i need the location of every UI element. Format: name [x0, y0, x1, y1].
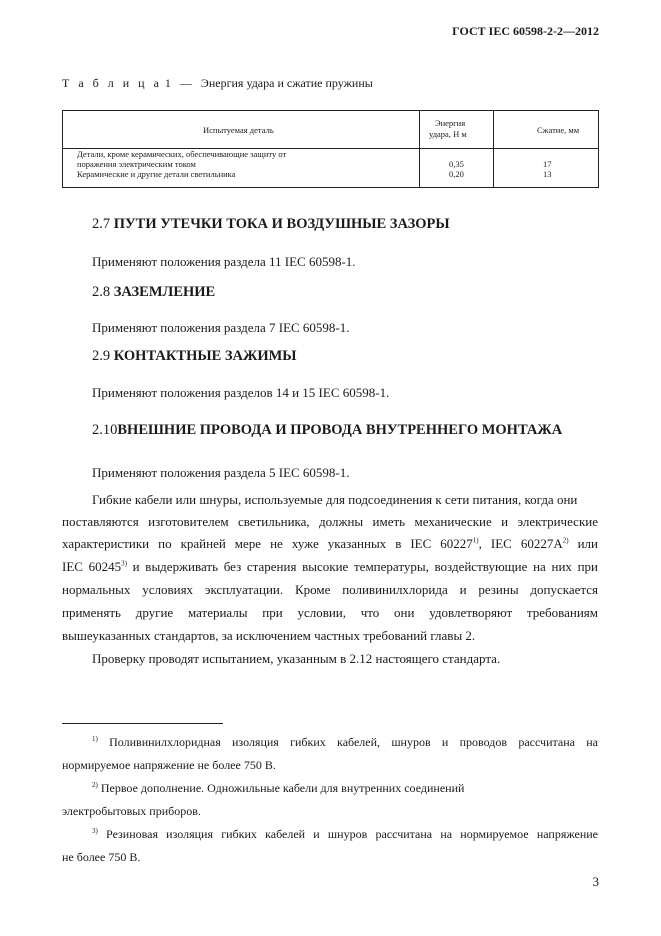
table-row-1-part-line1: Детали, кроме керамических, обеспечивающие защиту от: [77, 149, 287, 159]
footnote-separator: [62, 723, 223, 724]
table-column-divider: [419, 111, 420, 187]
body-paragraph-line7: вышеуказанных стандартов, за исключением частных требований главы 2.: [62, 628, 476, 643]
document-code: ГОСТ IEC 60598-2-2—2012: [452, 24, 599, 38]
body-paragraph-line2: поставляются изготовителем светильника, должны иметь механические и электрические: [62, 514, 598, 529]
table-header-energy-line1: Энергия: [435, 118, 466, 128]
table-header-part: Испытуемая деталь: [203, 125, 274, 135]
footnote-2-line1: $^{2)}$ Первое дополнение. Одножильные кабели для внутренних соединений: [92, 781, 465, 795]
footnote-3-line1: $^{3)}$ Резиновая изоляция гибких кабелей и шнуров рассчитана на нормируемое напряжение: [92, 827, 598, 841]
footnote-3-line2: не более 750 В.: [62, 850, 141, 864]
body-paragraph-line4: IEC 60245$^{3)}$ и выдерживать без старения высокие температуры, воздействующие на них при: [62, 559, 599, 574]
table-column-divider: [493, 111, 494, 187]
footnote-2-line2: электробытовых приборов.: [62, 804, 201, 818]
footnote-ref-1[interactable]: 1): [472, 536, 479, 545]
body-paragraph-2: Проверку проводят испытанием, указанным в 2.12 настоящего стандарта.: [92, 651, 501, 666]
table-row-1-part-line2: поражения электрическим током: [77, 159, 196, 169]
table-row-2-compression: 13: [543, 169, 552, 179]
table-header-compression: Сжатие, мм: [537, 125, 580, 135]
impact-energy-table: [62, 110, 599, 188]
table-caption-dash: —: [179, 76, 192, 90]
section-heading-2-8: 2.8 ЗАЗЕМЛЕНИЕ: [92, 284, 216, 300]
table-row-2-part: Керамические и другие детали светильника: [77, 169, 236, 179]
footnote-1-line1: $^{1)}$ Поливинилхлоридная изоляция гибких кабелей, шнуров и проводов рассчитана на: [92, 735, 598, 749]
table-header-energy-line2: удара, Н м: [429, 129, 467, 139]
body-paragraph-line3: характеристики по крайней мере не хуже указанных в IEC 60227$^{1)}$, IEC $60227A^{2)}$ или: [62, 536, 599, 551]
section-heading-2-10: 2.10ВНЕШНИЕ ПРОВОДА И ПРОВОДА ВНУТРЕННЕГО МОНТАЖА: [92, 422, 563, 438]
table-row-2-energy: 0,20: [449, 169, 464, 179]
footnote-ref-3[interactable]: 3): [121, 559, 127, 568]
body-paragraph-line6: применять другие материалы при условии, что они удовлетворяют требованиям: [62, 605, 598, 620]
footnote-1-line2: нормируемое напряжение не более 750 В.: [62, 758, 276, 772]
section-text-2-10: Применяют положения раздела 5 IEC 60598-1.: [92, 465, 350, 480]
table-row-1-energy: 0,35: [449, 159, 464, 169]
section-text-2-8: Применяют положения раздела 7 IEC 60598-1.: [92, 320, 350, 335]
section-heading-2-9: 2.9 КОНТАКТНЫЕ ЗАЖИМЫ: [92, 348, 297, 364]
table-caption-number: 1: [164, 76, 171, 90]
body-paragraph-line5: нормальных условиях эксплуатации. Кроме поливинилхлорида и резины допускается: [62, 582, 598, 597]
table-row-1-compression: 17: [543, 159, 552, 169]
table-caption: [62, 76, 373, 91]
section-text-2-7: Применяют положения раздела 11 IEC 60598-1.: [92, 254, 356, 269]
table-caption-word: Т а б л и ц а: [62, 76, 162, 90]
body-paragraph-line1: Гибкие кабели или шнуры, используемые для подсоединения к сети питания, когда они: [92, 492, 578, 507]
section-heading-2-7: 2.7 ПУТИ УТЕЧКИ ТОКА И ВОЗДУШНЫЕ ЗАЗОРЫ: [92, 216, 450, 232]
page-number: 3: [592, 874, 599, 889]
section-text-2-9: Применяют положения разделов 14 и 15 IEC 60598-1.: [92, 385, 390, 400]
table-caption-title: Энергия удара и сжатие пружины: [200, 76, 373, 90]
footnote-ref-2[interactable]: 2): [562, 536, 569, 545]
